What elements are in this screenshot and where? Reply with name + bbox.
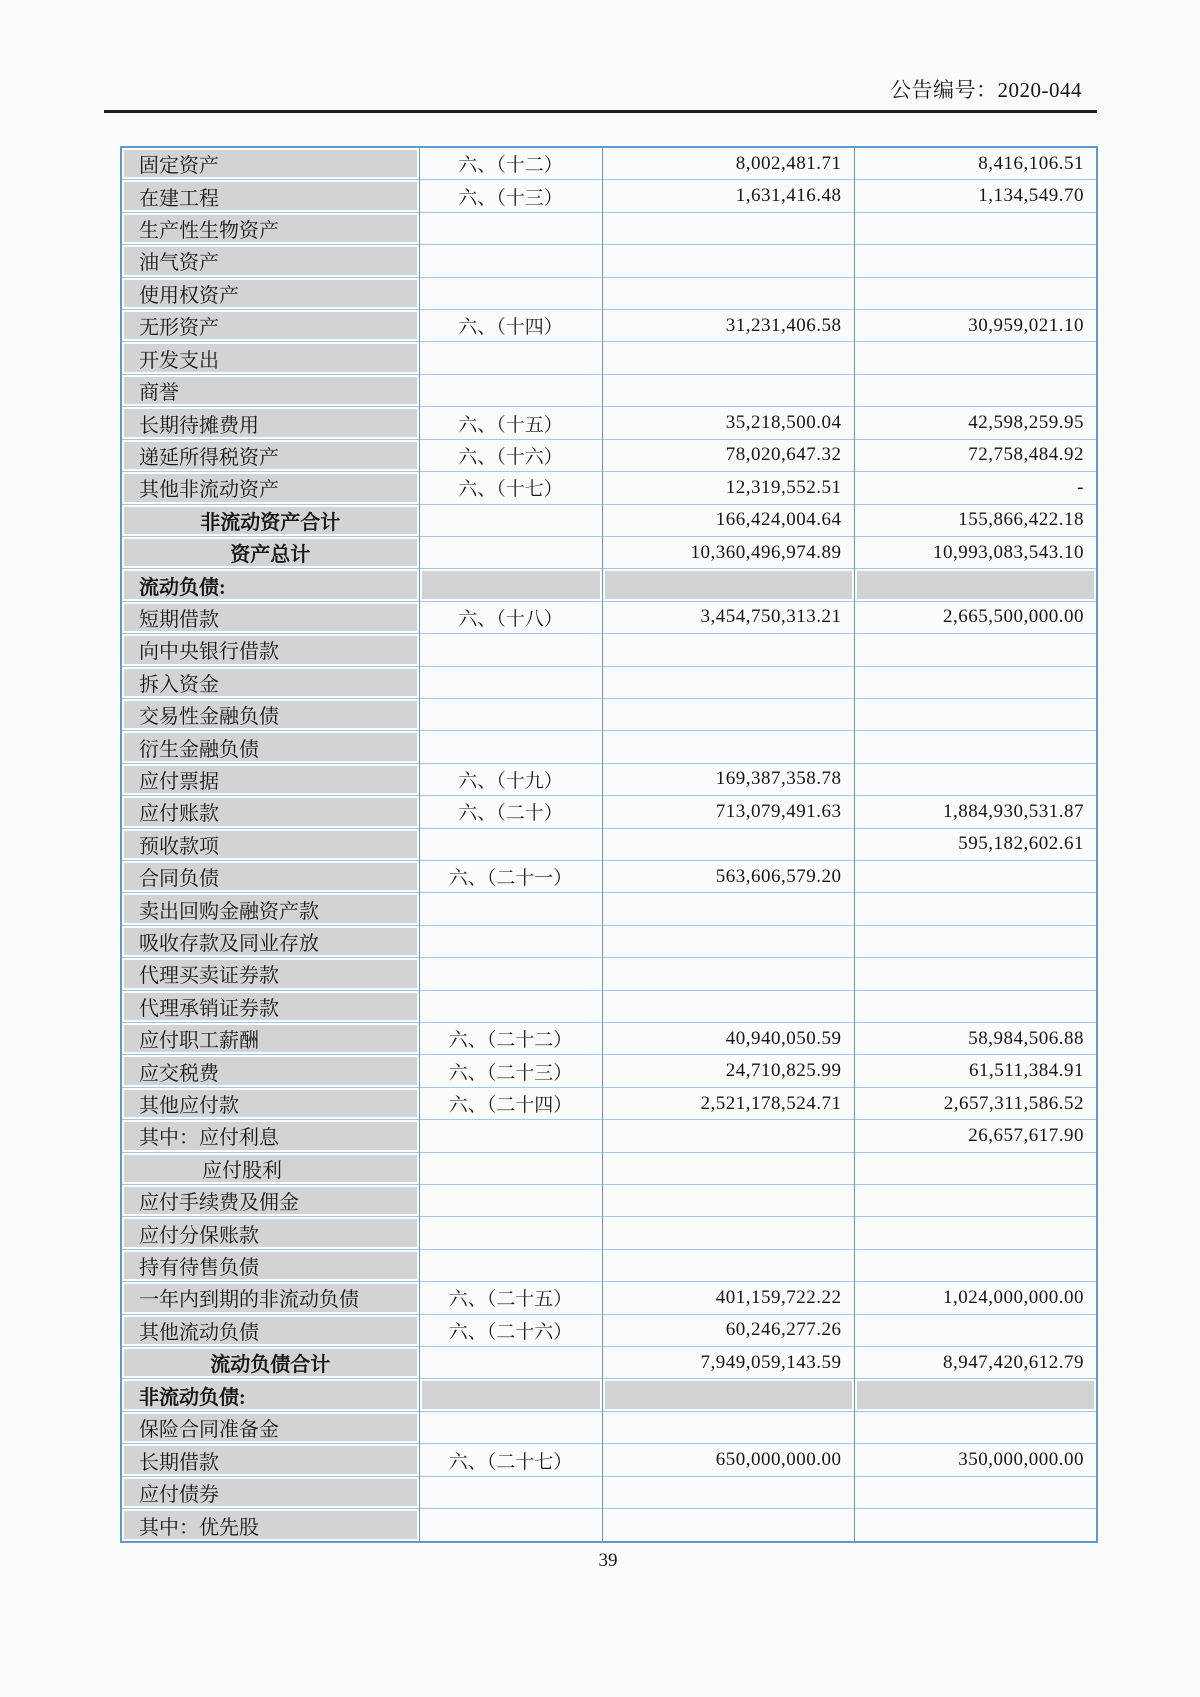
amount-ending-cell — [602, 1379, 854, 1411]
table-row — [121, 439, 1097, 471]
amount-ending-cell — [602, 1249, 854, 1281]
item-name-cell: 油气资产 — [121, 245, 419, 277]
page-header — [120, 74, 1096, 104]
amount-beginning-cell: 72,758,484.92 — [854, 439, 1097, 471]
amount-beginning-cell — [854, 1152, 1097, 1184]
table-row — [121, 1314, 1097, 1346]
note-index-cell: 六、（十七） — [419, 472, 602, 504]
balance-sheet-body — [121, 147, 1097, 1542]
item-name-cell: 流动负债: — [121, 569, 419, 601]
table-row — [121, 1379, 1097, 1411]
amount-ending-cell: 3,454,750,313.21 — [602, 601, 854, 633]
amount-beginning-cell — [854, 698, 1097, 730]
table-row — [121, 1152, 1097, 1184]
amount-beginning-cell: 1,024,000,000.00 — [854, 1282, 1097, 1314]
note-index-cell: 六、（二十七） — [419, 1444, 602, 1476]
item-name-cell: 代理承销证券款 — [121, 990, 419, 1022]
amount-ending-cell — [602, 990, 854, 1022]
note-index-cell — [419, 958, 602, 990]
amount-ending-cell — [602, 277, 854, 309]
amount-ending-cell: 24,710,825.99 — [602, 1055, 854, 1087]
note-index-cell: 六、（二十） — [419, 796, 602, 828]
item-name-cell: 应付分保账款 — [121, 1217, 419, 1249]
amount-beginning-cell: - — [854, 472, 1097, 504]
amount-beginning-cell — [854, 731, 1097, 763]
item-name-cell: 生产性生物资产 — [121, 212, 419, 244]
amount-ending-cell: 8,002,481.71 — [602, 147, 854, 180]
item-name-cell: 卖出回购金融资产款 — [121, 893, 419, 925]
table-row — [121, 1347, 1097, 1379]
amount-beginning-cell: 26,657,617.90 — [854, 1120, 1097, 1152]
note-index-cell — [419, 1509, 602, 1542]
table-row — [121, 698, 1097, 730]
item-name-cell: 衍生金融负债 — [121, 731, 419, 763]
table-row — [121, 1185, 1097, 1217]
table-row — [121, 504, 1097, 536]
amount-ending-cell — [602, 731, 854, 763]
table-row — [121, 828, 1097, 860]
amount-ending-cell — [602, 893, 854, 925]
amount-beginning-cell — [854, 1379, 1097, 1411]
item-name-cell: 应付账款 — [121, 796, 419, 828]
note-index-cell: 六、（十四） — [419, 310, 602, 342]
item-name-cell: 资产总计 — [121, 536, 419, 568]
amount-ending-cell — [602, 698, 854, 730]
item-name-cell: 商誉 — [121, 374, 419, 406]
item-name-cell: 其他应付款 — [121, 1087, 419, 1119]
item-name-cell: 应交税费 — [121, 1055, 419, 1087]
item-name-cell: 向中央银行借款 — [121, 634, 419, 666]
note-index-cell — [419, 504, 602, 536]
amount-beginning-cell — [854, 1249, 1097, 1281]
amount-ending-cell — [602, 1120, 854, 1152]
amount-beginning-cell — [854, 925, 1097, 957]
amount-beginning-cell — [854, 569, 1097, 601]
note-index-cell — [419, 1152, 602, 1184]
table-row — [121, 407, 1097, 439]
amount-ending-cell — [602, 1509, 854, 1542]
amount-beginning-cell: 8,416,106.51 — [854, 147, 1097, 180]
page-footer — [120, 1550, 1096, 1572]
item-name-cell: 应付票据 — [121, 763, 419, 795]
amount-beginning-cell — [854, 342, 1097, 374]
item-name-cell: 一年内到期的非流动负债 — [121, 1282, 419, 1314]
table-row — [121, 634, 1097, 666]
note-index-cell: 六、（十二） — [419, 147, 602, 180]
amount-ending-cell: 40,940,050.59 — [602, 1023, 854, 1055]
amount-beginning-cell — [854, 277, 1097, 309]
amount-ending-cell: 35,218,500.04 — [602, 407, 854, 439]
page-number: 39 — [598, 1550, 618, 1571]
note-index-cell — [419, 569, 602, 601]
item-name-cell: 代理买卖证券款 — [121, 958, 419, 990]
table-row — [121, 374, 1097, 406]
item-name-cell: 合同负债 — [121, 860, 419, 892]
note-index-cell — [419, 374, 602, 406]
item-name-cell: 交易性金融负债 — [121, 698, 419, 730]
note-index-cell: 六、（十六） — [419, 439, 602, 471]
amount-beginning-cell — [854, 860, 1097, 892]
table-row — [121, 990, 1097, 1022]
amount-beginning-cell — [854, 1411, 1097, 1443]
note-index-cell — [419, 1249, 602, 1281]
note-index-cell — [419, 666, 602, 698]
table-row — [121, 1087, 1097, 1119]
note-index-cell: 六、（二十三） — [419, 1055, 602, 1087]
item-name-cell: 其中：应付利息 — [121, 1120, 419, 1152]
amount-ending-cell — [602, 666, 854, 698]
amount-ending-cell: 31,231,406.58 — [602, 310, 854, 342]
table-row — [121, 569, 1097, 601]
amount-ending-cell: 1,631,416.48 — [602, 180, 854, 212]
amount-ending-cell — [602, 1411, 854, 1443]
item-name-cell: 非流动资产合计 — [121, 504, 419, 536]
announcement-number: 公告编号：2020-044 — [890, 78, 1082, 102]
item-name-cell: 应付股利 — [121, 1152, 419, 1184]
amount-beginning-cell: 2,665,500,000.00 — [854, 601, 1097, 633]
item-name-cell: 开发支出 — [121, 342, 419, 374]
amount-beginning-cell — [854, 1509, 1097, 1542]
amount-beginning-cell — [854, 245, 1097, 277]
amount-beginning-cell — [854, 1185, 1097, 1217]
amount-ending-cell: 401,159,722.22 — [602, 1282, 854, 1314]
item-name-cell: 长期借款 — [121, 1444, 419, 1476]
table-row — [121, 1055, 1097, 1087]
amount-ending-cell — [602, 634, 854, 666]
amount-beginning-cell — [854, 763, 1097, 795]
table-row — [121, 212, 1097, 244]
note-index-cell — [419, 893, 602, 925]
amount-ending-cell — [602, 1217, 854, 1249]
amount-beginning-cell: 8,947,420,612.79 — [854, 1347, 1097, 1379]
item-name-cell: 应付债券 — [121, 1476, 419, 1508]
amount-ending-cell: 60,246,277.26 — [602, 1314, 854, 1346]
table-row — [121, 1249, 1097, 1281]
amount-ending-cell: 10,360,496,974.89 — [602, 536, 854, 568]
amount-beginning-cell — [854, 666, 1097, 698]
amount-beginning-cell — [854, 990, 1097, 1022]
note-index-cell: 六、（十三） — [419, 180, 602, 212]
table-row — [121, 1120, 1097, 1152]
table-row — [121, 731, 1097, 763]
amount-ending-cell: 650,000,000.00 — [602, 1444, 854, 1476]
amount-beginning-cell — [854, 893, 1097, 925]
item-name-cell: 无形资产 — [121, 310, 419, 342]
note-index-cell: 六、（二十五） — [419, 1282, 602, 1314]
amount-ending-cell — [602, 374, 854, 406]
note-index-cell — [419, 990, 602, 1022]
note-index-cell: 六、（十五） — [419, 407, 602, 439]
note-index-cell — [419, 925, 602, 957]
note-index-cell: 六、（二十二） — [419, 1023, 602, 1055]
item-name-cell: 保险合同准备金 — [121, 1411, 419, 1443]
table-row — [121, 1444, 1097, 1476]
note-index-cell: 六、（十八） — [419, 601, 602, 633]
table-row — [121, 245, 1097, 277]
amount-beginning-cell: 42,598,259.95 — [854, 407, 1097, 439]
item-name-cell: 应付职工薪酬 — [121, 1023, 419, 1055]
amount-beginning-cell — [854, 958, 1097, 990]
table-row — [121, 1023, 1097, 1055]
amount-ending-cell — [602, 828, 854, 860]
amount-ending-cell — [602, 925, 854, 957]
table-row — [121, 536, 1097, 568]
note-index-cell — [419, 1185, 602, 1217]
header-rule — [104, 110, 1097, 113]
amount-ending-cell — [602, 1185, 854, 1217]
table-row — [121, 342, 1097, 374]
item-name-cell: 递延所得税资产 — [121, 439, 419, 471]
balance-sheet-table — [120, 146, 1098, 1543]
amount-beginning-cell — [854, 212, 1097, 244]
amount-beginning-cell: 1,134,549.70 — [854, 180, 1097, 212]
note-index-cell — [419, 698, 602, 730]
table-row — [121, 925, 1097, 957]
amount-beginning-cell — [854, 634, 1097, 666]
table-row — [121, 860, 1097, 892]
amount-ending-cell: 166,424,004.64 — [602, 504, 854, 536]
amount-ending-cell — [602, 245, 854, 277]
amount-beginning-cell: 10,993,083,543.10 — [854, 536, 1097, 568]
amount-beginning-cell — [854, 1314, 1097, 1346]
table-row — [121, 147, 1097, 180]
table-row — [121, 1411, 1097, 1443]
table-row — [121, 1217, 1097, 1249]
amount-beginning-cell: 30,959,021.10 — [854, 310, 1097, 342]
note-index-cell — [419, 1476, 602, 1508]
amount-ending-cell: 2,521,178,524.71 — [602, 1087, 854, 1119]
item-name-cell: 预收款项 — [121, 828, 419, 860]
note-index-cell — [419, 536, 602, 568]
amount-ending-cell: 169,387,358.78 — [602, 763, 854, 795]
amount-ending-cell: 78,020,647.32 — [602, 439, 854, 471]
note-index-cell — [419, 1120, 602, 1152]
table-row — [121, 1509, 1097, 1542]
item-name-cell: 短期借款 — [121, 601, 419, 633]
note-index-cell: 六、（二十四） — [419, 1087, 602, 1119]
note-index-cell — [419, 212, 602, 244]
note-index-cell: 六、（二十一） — [419, 860, 602, 892]
amount-beginning-cell: 595,182,602.61 — [854, 828, 1097, 860]
amount-ending-cell — [602, 342, 854, 374]
item-name-cell: 应付手续费及佣金 — [121, 1185, 419, 1217]
item-name-cell: 固定资产 — [121, 147, 419, 180]
table-row — [121, 666, 1097, 698]
note-index-cell — [419, 634, 602, 666]
amount-ending-cell — [602, 212, 854, 244]
table-row — [121, 763, 1097, 795]
table-row — [121, 796, 1097, 828]
table-row — [121, 277, 1097, 309]
amount-beginning-cell — [854, 1476, 1097, 1508]
item-name-cell: 在建工程 — [121, 180, 419, 212]
amount-ending-cell: 7,949,059,143.59 — [602, 1347, 854, 1379]
amount-beginning-cell: 1,884,930,531.87 — [854, 796, 1097, 828]
amount-ending-cell: 12,319,552.51 — [602, 472, 854, 504]
item-name-cell: 拆入资金 — [121, 666, 419, 698]
table-row — [121, 1476, 1097, 1508]
note-index-cell: 六、（十九） — [419, 763, 602, 795]
note-index-cell — [419, 1217, 602, 1249]
item-name-cell: 持有待售负债 — [121, 1249, 419, 1281]
note-index-cell — [419, 1379, 602, 1411]
item-name-cell: 长期待摊费用 — [121, 407, 419, 439]
note-index-cell — [419, 1411, 602, 1443]
table-row — [121, 472, 1097, 504]
note-index-cell — [419, 245, 602, 277]
note-index-cell — [419, 731, 602, 763]
table-row — [121, 958, 1097, 990]
note-index-cell — [419, 828, 602, 860]
table-row — [121, 601, 1097, 633]
amount-ending-cell — [602, 958, 854, 990]
amount-beginning-cell — [854, 1217, 1097, 1249]
table-row — [121, 893, 1097, 925]
amount-beginning-cell: 58,984,506.88 — [854, 1023, 1097, 1055]
amount-beginning-cell: 61,511,384.91 — [854, 1055, 1097, 1087]
amount-beginning-cell — [854, 374, 1097, 406]
note-index-cell — [419, 1347, 602, 1379]
item-name-cell: 其他流动负债 — [121, 1314, 419, 1346]
amount-beginning-cell: 155,866,422.18 — [854, 504, 1097, 536]
amount-beginning-cell: 350,000,000.00 — [854, 1444, 1097, 1476]
amount-ending-cell: 563,606,579.20 — [602, 860, 854, 892]
table-row — [121, 180, 1097, 212]
item-name-cell: 其中：优先股 — [121, 1509, 419, 1542]
item-name-cell: 吸收存款及同业存放 — [121, 925, 419, 957]
table-row — [121, 310, 1097, 342]
item-name-cell: 非流动负债: — [121, 1379, 419, 1411]
amount-beginning-cell: 2,657,311,586.52 — [854, 1087, 1097, 1119]
amount-ending-cell — [602, 569, 854, 601]
note-index-cell — [419, 277, 602, 309]
item-name-cell: 流动负债合计 — [121, 1347, 419, 1379]
amount-ending-cell: 713,079,491.63 — [602, 796, 854, 828]
amount-ending-cell — [602, 1152, 854, 1184]
item-name-cell: 其他非流动资产 — [121, 472, 419, 504]
note-index-cell: 六、（二十六） — [419, 1314, 602, 1346]
note-index-cell — [419, 342, 602, 374]
item-name-cell: 使用权资产 — [121, 277, 419, 309]
table-row — [121, 1282, 1097, 1314]
amount-ending-cell — [602, 1476, 854, 1508]
